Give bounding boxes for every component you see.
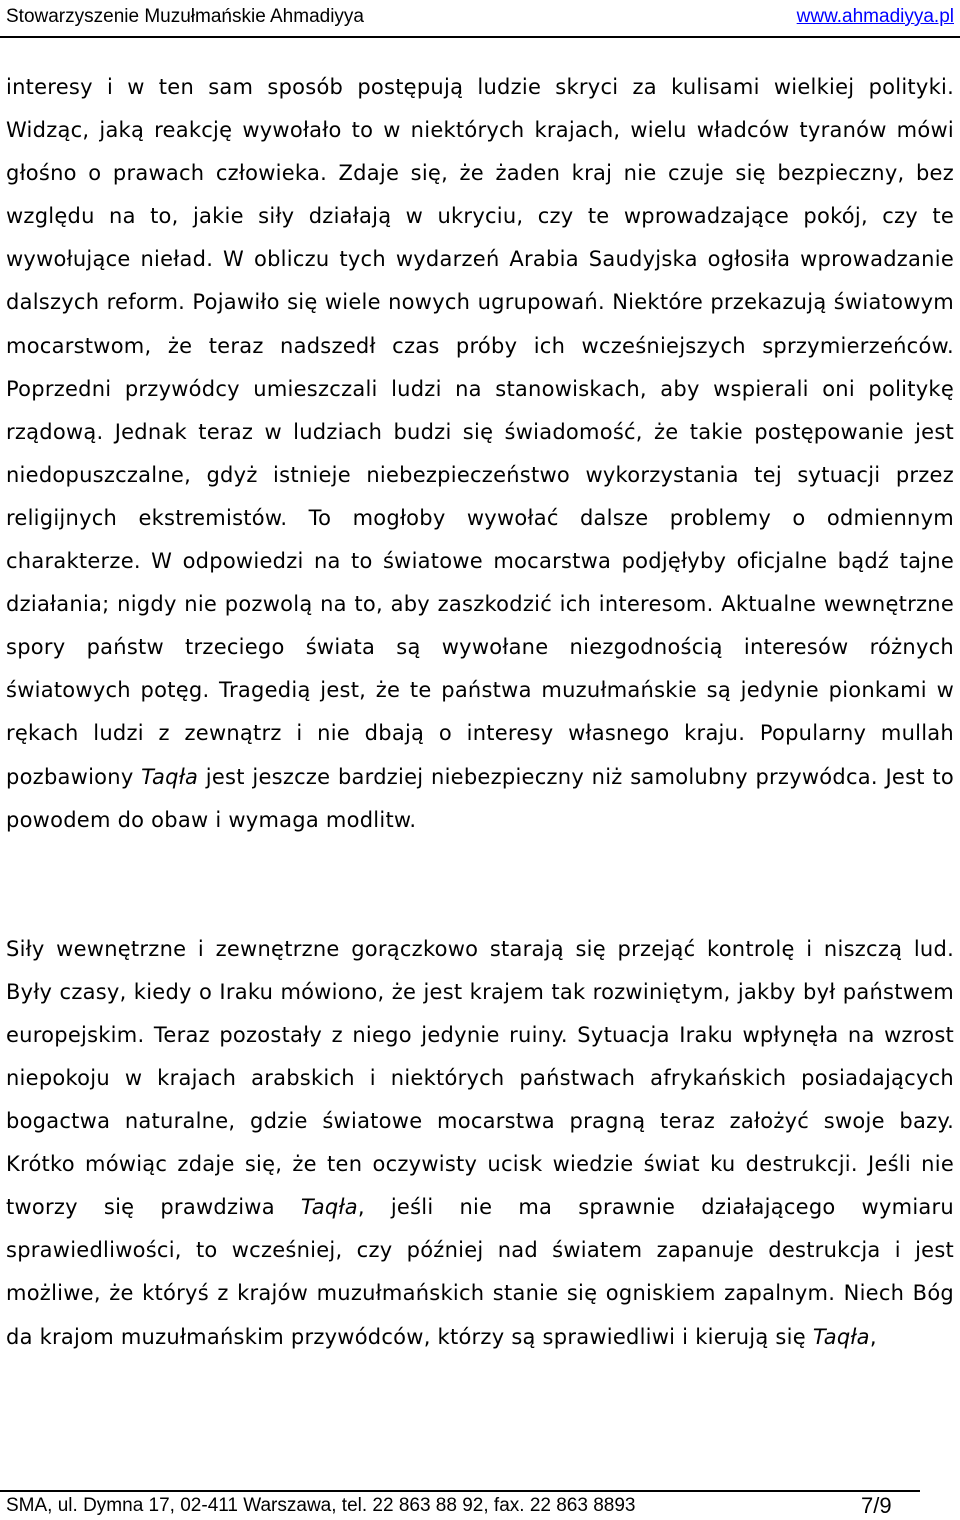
paragraph-1-term: Taqła	[141, 764, 199, 789]
paragraph-2-term-2: Taqła	[812, 1324, 870, 1349]
paragraph-2-term-1: Taqła	[300, 1195, 358, 1220]
footer-address: SMA, ul. Dymna 17, 02-411 Warszawa, tel. 22 863 88 92, fax. 22 863 8893	[6, 1495, 636, 1516]
page-footer	[6, 1494, 906, 1518]
paragraph-2	[6, 928, 954, 1359]
paragraph-2-text-b: , jeśli nie ma sprawnie działającego wymiaru sprawiedliwości, to wcześniej, czy później nad światem zapanuje destrukcja i jest możliwe, że któryś z krajów muzułmańskich stanie się ogniskiem zapalnym. Niech Bóg da krajom muzułmańskim przywódców, którzy są sprawiedliwi i kierują się	[6, 1195, 954, 1349]
paragraph-2-text-c: ,	[869, 1324, 877, 1349]
paragraph-1-text-a: interesy i w ten sam sposób postępują ludzie skryci za kulisami wielkiej polityki. Widząc, jaką reakcję wywołało to w niektórych krajach, wielu władców tyranów mówi głośno o prawach człowieka. Zdaje się, że żaden kraj nie czuje się bezpieczny, bez względu na to, jakie siły działają w ukryciu, czy te wprowadzające pokój, czy te wywołujące nieład. W obliczu tych wydarzeń Arabia Saudyjska ogłosiła wprowadzanie dalszych reform. Pojawiło się wiele nowych ugrupowań. Niektóre przekazują światowym mocarstwom, że teraz nadszedł czas próby ich wcześniejszych sprzymierzeńców. Poprzedni przywódcy umieszczali ludzi na stanowiskach, aby wspierali oni politykę rządową. Jednak teraz w ludziach budzi się świadomość, że takie postępowanie jest niedopuszczalne, gdyż istnieje niebezpieczeństwo wykorzystania tej sytuacji przez religijnych ekstremistów. To mogłoby wywołać dalsze problemy o odmiennym charakterze. W odpowiedzi na to światowe mocarstwa podjęłyby oficjalne bądź tajne działania; nigdy nie pozwolą na to, aby zaszkodzić ich interesom. Aktualne wewnętrzne spory państw trzeciego świata są wywołane niezgodnością interesów różnych światowych potęg. Tragedią jest, że te państwa muzułmańskie są jedynie pionkami w rękach ludzi z zewnątrz i nie dbają o interesy własnego kraju. Popularny mullah pozbawiony	[6, 75, 954, 789]
page-header	[6, 3, 954, 31]
paragraph-gap	[6, 842, 954, 928]
header-divider	[0, 36, 960, 38]
footer-divider	[0, 1490, 920, 1492]
website-link[interactable]: www.ahmadiyya.pl	[796, 6, 954, 27]
paragraph-1-text-b: jest jeszcze bardziej niebezpieczny niż samolubny przywódca. Jest to powodem do obaw i wymaga modlitw.	[6, 764, 954, 832]
document-body	[6, 66, 954, 1359]
paragraph-1	[6, 66, 954, 842]
organization-name: Stowarzyszenie Muzułmańskie Ahmadiyya	[6, 6, 364, 27]
paragraph-2-text-a: Siły wewnętrzne i zewnętrzne gorączkowo starają się przejąć kontrolę i niszczą lud. Były czasy, kiedy o Iraku mówiono, że jest krajem tak rozwiniętym, jakby był państwem europejskim. Teraz pozostały z niego jedynie ruiny. Sytuacja Iraku wpłynęła na wzrost niepokoju w krajach arabskich i niektórych państwach afrykańskich posiadających bogactwa naturalne, gdzie światowe mocarstwa pragną teraz założyć swoje bazy. Krótko mówiąc zdaje się, że ten oczywisty ucisk wiedzie świat ku destrukcji. Jeśli nie tworzy się prawdziwa	[6, 936, 954, 1220]
page-number: 7/9	[861, 1493, 892, 1518]
